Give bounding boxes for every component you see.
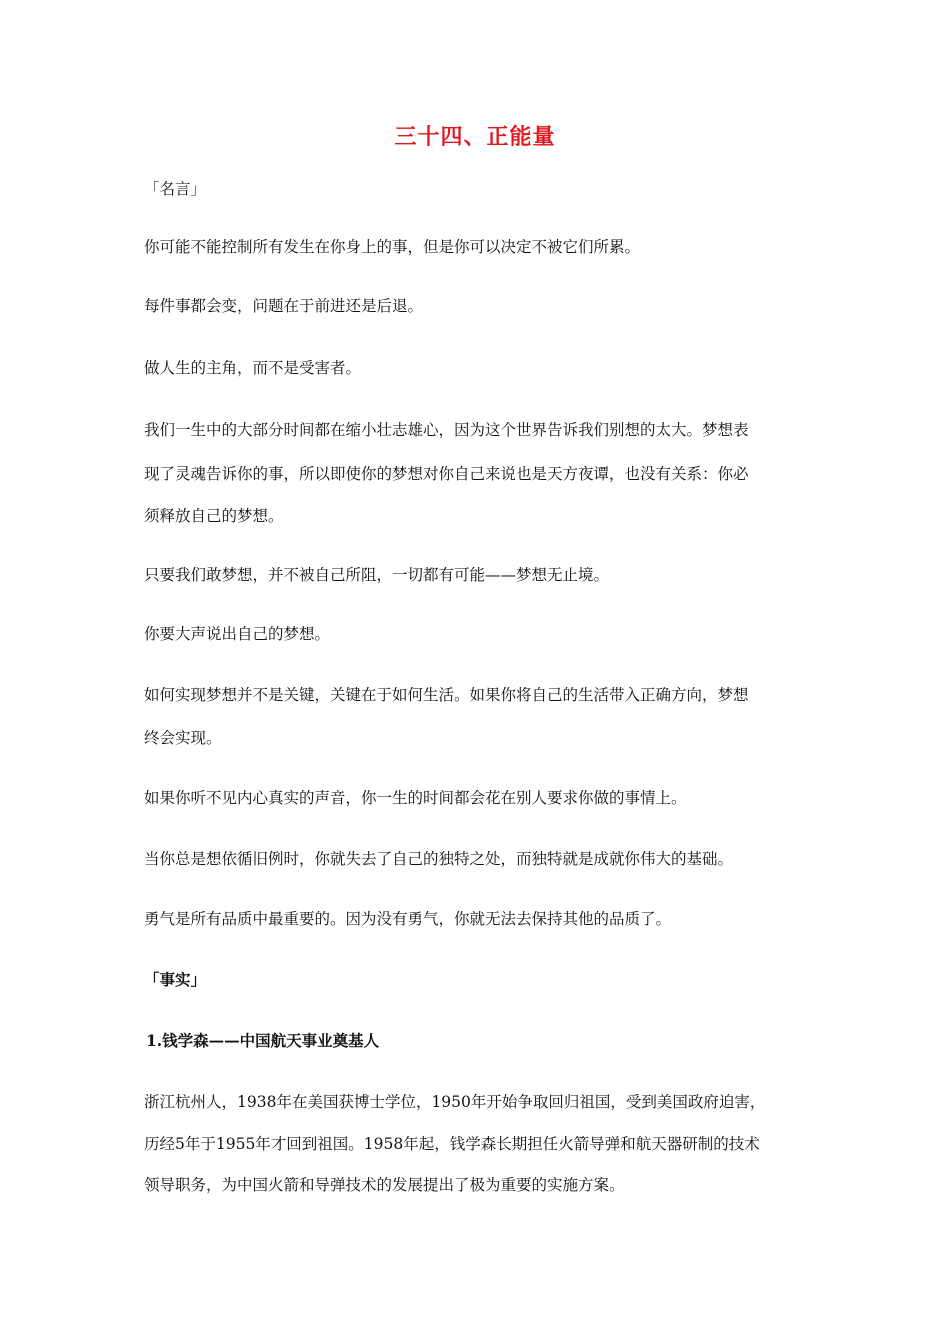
quote-line: 做人生的主角，而不是受害者。	[144, 359, 362, 377]
quote-line: 我们一生中的大部分时间都在缩小壮志雄心，因为这个世界告诉我们别想的太大。梦想表	[144, 421, 749, 439]
quote-line: 现了灵魂告诉你的事，所以即使你的梦想对你自己来说也是天方夜谭，也没有关系：你必	[144, 465, 749, 483]
quote-line: 勇气是所有品质中最重要的。因为没有勇气，你就无法去保持其他的品质了。	[144, 910, 672, 928]
page-title: 三十四、正能量	[394, 124, 556, 150]
quote-line: 须释放自己的梦想。	[144, 507, 284, 525]
quote-line: 每件事都会变，问题在于前进还是后退。	[144, 297, 424, 315]
fact-line: 领导职务，为中国火箭和导弹技术的发展提出了极为重要的实施方案。	[144, 1176, 625, 1194]
quote-line: 只要我们敢梦想，并不被自己所阻，一切都有可能——梦想无止境。	[144, 566, 610, 584]
quote-line: 如果你听不见内心真实的声音，你一生的时间都会花在别人要求你做的事情上。	[144, 789, 687, 807]
fact-title: 1.钱学森——中国航天事业奠基人	[146, 1031, 380, 1050]
fact-line: 历经5年于1955年才回到祖国。1958年起，钱学森长期担任火箭导弹和航天器研制的技术	[144, 1135, 760, 1153]
quote-line: 终会实现。	[144, 729, 222, 747]
quote-line: 当你总是想依循旧例时，你就失去了自己的独特之处，而独特就是成就你伟大的基础。	[144, 850, 734, 868]
quote-line: 你可能不能控制所有发生在你身上的事，但是你可以决定不被它们所累。	[144, 238, 641, 256]
quotes-heading: 「名言」	[144, 180, 207, 198]
fact-line: 浙江杭州人，1938年在美国获博士学位，1950年开始争取回归祖国，受到美国政府迫害，	[144, 1093, 766, 1111]
quote-line: 你要大声说出自己的梦想。	[144, 625, 331, 643]
quote-line: 如何实现梦想并不是关键，关键在于如何生活。如果你将自己的生活带入正确方向，梦想	[144, 686, 749, 704]
facts-heading: 「事实」	[144, 970, 207, 989]
